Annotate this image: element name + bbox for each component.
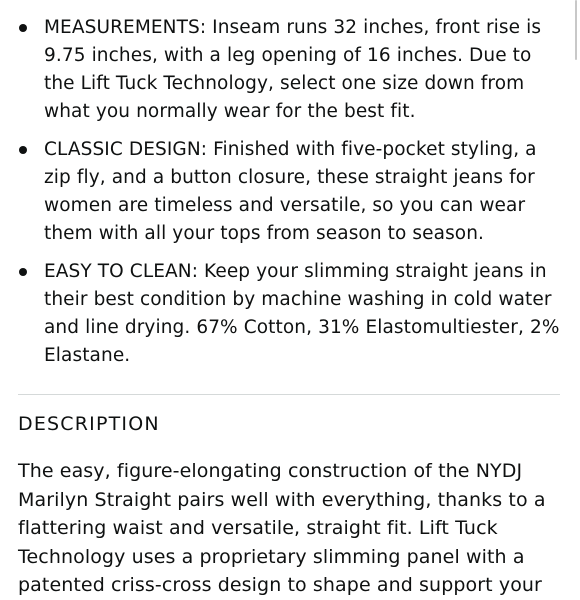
- bullet-dot-icon: [19, 268, 27, 276]
- bullet-fit: [0, 0, 560, 4]
- bullet-classic-design: [0, 136, 560, 248]
- description-body: The easy, figure-elongating construction of the NYDJ Marilyn Straight pairs well with everything, thanks to a flattering waist and versatile, straight fit. Lift Tuck Technology uses a proprietary slimming panel with a patented criss-cross design to shape and support your: [18, 460, 546, 596]
- bullet-dot-icon: [19, 24, 27, 32]
- description-heading: DESCRIPTION: [18, 413, 160, 435]
- bullet-measurements: [0, 14, 560, 126]
- bullet-dot-icon: [19, 146, 27, 154]
- bullet-classic-design-text: CLASSIC DESIGN: Finished with five-pocket styling, a zip fly, and a button closure, these straight jeans for women are timeless and versatile, so you can wear them with all your tops from season to season.: [44, 139, 537, 244]
- scrollbar[interactable]: [575, 0, 577, 60]
- bullet-easy-to-clean: [0, 258, 560, 370]
- bullet-easy-to-clean-text: EASY TO CLEAN: Keep your slimming straight jeans in their best condition by machine washing in cold water and line drying. 67% Cotton, 31% Elastomultiester, 2% Elastane.: [44, 261, 560, 366]
- section-divider: [18, 394, 560, 395]
- bullet-measurements-text: MEASUREMENTS: Inseam runs 32 inches, front rise is 9.75 inches, with a leg opening of 16 inches. Due to the Lift Tuck Technology, select one size down from what you normally wear for the best fit.: [44, 17, 542, 122]
